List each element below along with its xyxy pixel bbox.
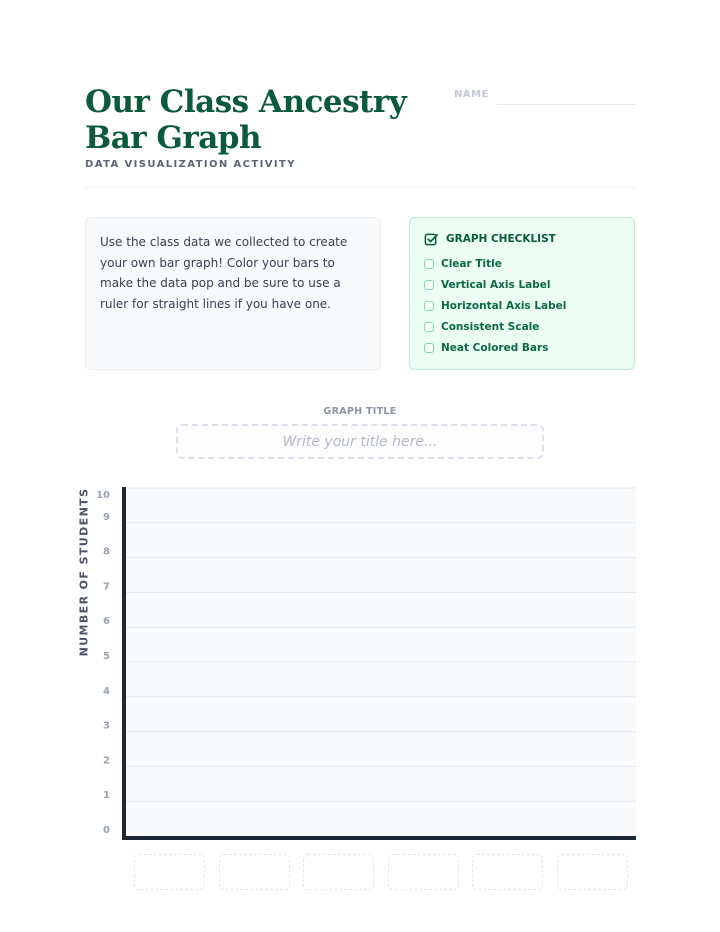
y-tick-label: 4 <box>103 685 110 697</box>
y-tick-label: 1 <box>103 790 110 802</box>
checklist-heading: GRAPH CHECKLIST <box>446 233 556 245</box>
y-tick-label: 7 <box>103 581 110 593</box>
checklist-item[interactable] <box>424 253 620 274</box>
graph-title-input[interactable] <box>176 424 544 459</box>
checkbox[interactable] <box>424 259 434 269</box>
checklist-item-label: Vertical Axis Label <box>441 278 551 291</box>
checklist-item-label: Horizontal Axis Label <box>441 299 567 312</box>
name-field-line[interactable] <box>497 104 636 105</box>
category-label-input[interactable] <box>303 854 374 890</box>
instructions-panel <box>85 217 381 370</box>
page-title: Our Class Ancestry Bar Graph <box>85 84 407 156</box>
checklist-item[interactable] <box>424 337 620 358</box>
checklist-item[interactable] <box>424 316 620 337</box>
checklist-item-label: Consistent Scale <box>441 320 540 333</box>
checkbox[interactable] <box>424 280 434 290</box>
checklist-item[interactable] <box>424 295 620 316</box>
y-tick-label: 5 <box>103 651 110 662</box>
category-label-input[interactable] <box>557 854 628 890</box>
graph-checklist-panel <box>409 217 635 370</box>
category-label-input[interactable] <box>472 854 543 890</box>
x-axis-line <box>122 836 636 840</box>
checklist-item[interactable] <box>424 274 620 295</box>
category-label-input[interactable] <box>134 854 205 890</box>
name-label: NAME <box>454 89 489 100</box>
y-tick-label: 2 <box>103 755 110 767</box>
checkbox-check-icon <box>424 232 439 247</box>
y-axis-label: NUMBER OF STUDENTS <box>77 487 91 657</box>
header-divider <box>85 187 636 188</box>
checkbox[interactable] <box>424 322 434 332</box>
checkbox[interactable] <box>424 343 434 353</box>
y-tick-label: 6 <box>103 616 110 628</box>
instructions-text: Use the class data we collected to create your own bar graph! Color your bars to make the data pop and be sure to use a ruler for straight lines if you have one. <box>100 235 348 311</box>
graph-title-label: GRAPH TITLE <box>323 406 397 417</box>
plot-area[interactable] <box>124 487 636 838</box>
checklist-item-label: Neat Colored Bars <box>441 341 549 354</box>
category-label-input[interactable] <box>219 854 290 890</box>
checklist-item-label: Clear Title <box>441 257 502 270</box>
y-tick-label: 10 <box>96 490 110 501</box>
checkbox[interactable] <box>424 301 434 311</box>
category-label-input[interactable] <box>388 854 459 890</box>
y-tick-label: 3 <box>103 720 110 732</box>
category-label-row <box>134 854 628 890</box>
checklist-header <box>424 231 620 247</box>
y-tick-label: 0 <box>103 825 110 836</box>
y-axis-line <box>122 487 126 840</box>
y-tick-label: 8 <box>103 546 110 558</box>
page-subtitle: DATA VISUALIZATION ACTIVITY <box>85 159 296 170</box>
y-tick-label: 9 <box>103 511 110 523</box>
